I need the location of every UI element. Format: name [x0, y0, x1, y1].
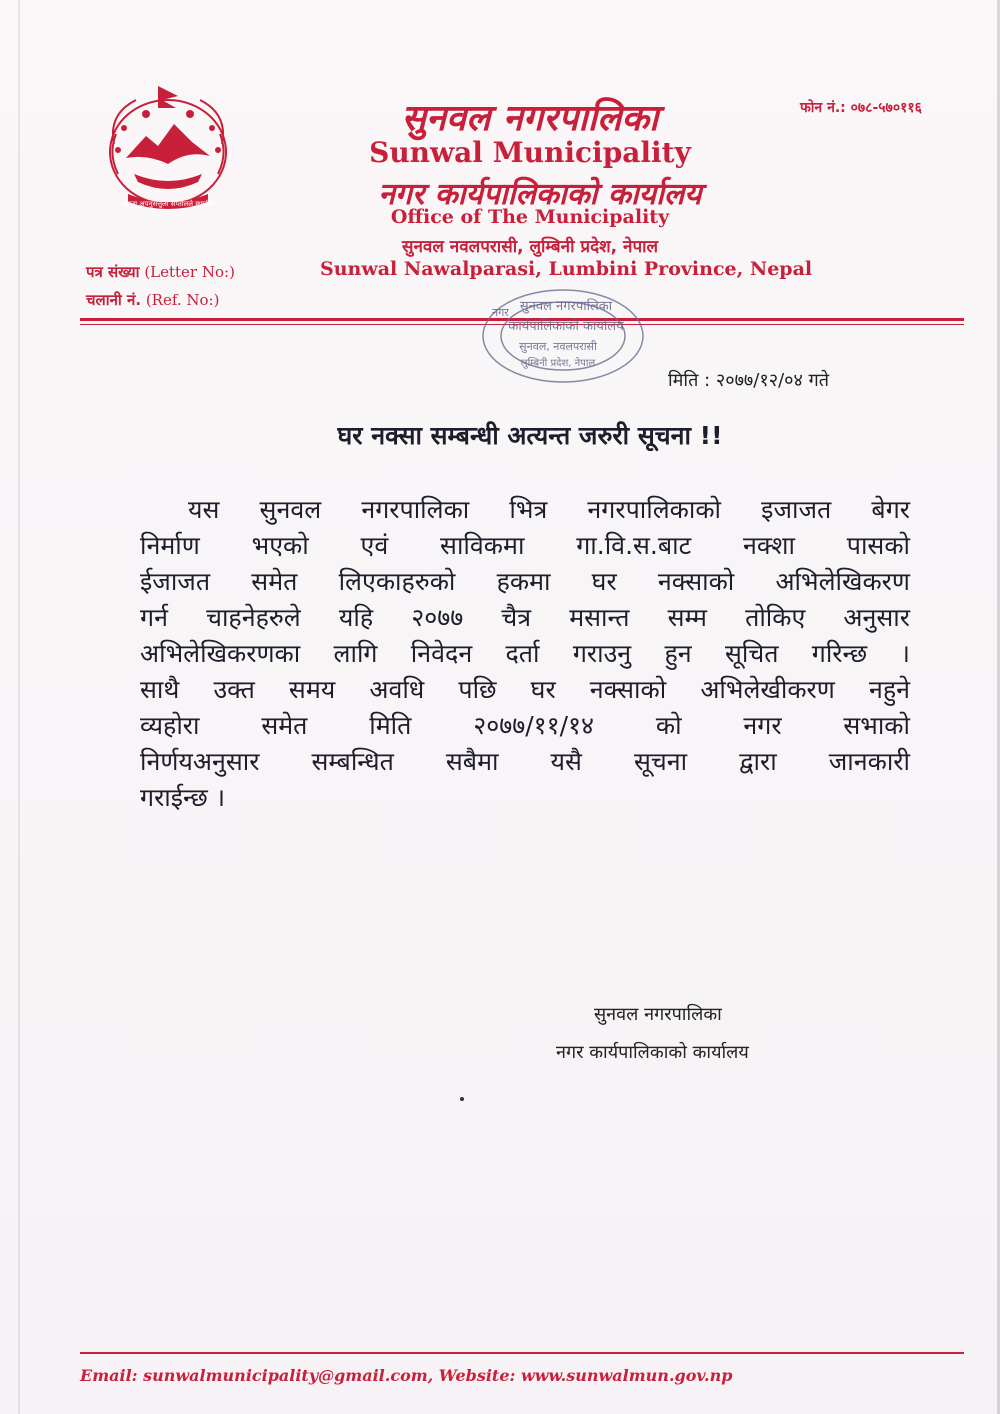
footer-contact: Email: sunwalmunicipality@gmail.com, Website: www.sunwalmun.gov.np: [80, 1366, 733, 1385]
notice-body-line: यस सुनवल नगरपालिका भित्र नगरपालिकाको इजाजत बेगर: [188, 495, 910, 524]
stamp-line-1: सुनवल नगरपालिका: [519, 299, 613, 314]
notice-title: घर नक्सा सम्बन्धी अत्यन्त जरुरी सूचना !!: [337, 421, 723, 450]
stamp-line-2: कार्यपालिकाको कार्यालय: [508, 319, 624, 334]
notice-body-line: व्यहोरा समेत मिति २०७७/११/१४ को नगर सभाको: [140, 711, 910, 740]
municipality-name-english: Sunwal Municipality: [369, 136, 691, 169]
reference-number-field: [86, 290, 219, 310]
notice-body-line: साथै उक्त समय अवधि पछि घर नक्साको अभिलेखीकरण नहुने: [140, 675, 910, 704]
office-name-nepali: नगर कार्यपालिकाको कार्यालय: [378, 177, 702, 212]
office-stamp: [478, 286, 648, 386]
notice-body-line: गर्न चाहनेहरुले यहि २०७७ चैत्र मसान्त सम्म तोकिए अनुसार: [140, 603, 910, 632]
paper-fold-shadow: [18, 0, 20, 1414]
emblem-motto: जनता अपनुसत्तुला सप्तोलले स्थानीय: [122, 200, 214, 208]
footer-rule: [80, 1352, 964, 1354]
reference-number-label: चलानी नं.: [86, 291, 142, 309]
stamp-line-3: सुनवल, नवलपरासी: [519, 340, 597, 353]
stamp-side-text: नगर: [492, 306, 509, 319]
nepal-government-emblem-icon: [88, 84, 248, 214]
notice-body-line: अभिलेखिकरणका लागि निवेदन दर्ता गराउनु हुन सूचित गरिन्छ ।: [140, 639, 910, 668]
office-name-english: Office of The Municipality: [390, 206, 670, 228]
letter-number-label: पत्र संख्या: [86, 263, 140, 281]
municipality-name-nepali: सुनवल नगरपालिका: [401, 98, 659, 139]
notice-body-line: गराईन्छ ।: [140, 783, 226, 812]
reference-number-label-en: (Ref. No:): [145, 291, 220, 309]
ink-dot: [460, 1097, 464, 1101]
notice-date: मिति : २०७७/१२/०४ गते: [668, 370, 829, 391]
phone-number: फोन नं.: ०७८-५७०११६: [800, 100, 922, 116]
notice-body-line: निर्णयअनुसार सम्बन्धित सबैमा यसै सूचना द्वारा जानकारी: [140, 747, 910, 776]
address-nepali: सुनवल नवलपरासी, लुम्बिनी प्रदेश, नेपाल: [401, 237, 659, 257]
address-english: Sunwal Nawalparasi, Lumbini Province, Nepal: [320, 258, 813, 280]
signature-office: नगर कार्यपालिकाको कार्यालय: [556, 1042, 749, 1063]
letter-number-label-en: (Letter No:): [144, 263, 235, 281]
notice-body-line: निर्माण भएको एवं साविकमा गा.वि.स.बाट नक्शा पासको: [140, 531, 910, 560]
stamp-line-4: लुम्बिनी प्रदेश, नेपाल: [520, 358, 596, 369]
signature-municipality: सुनवल नगरपालिका: [594, 1004, 722, 1025]
letter-number-field: [86, 262, 235, 282]
notice-body-line: ईजाजत समेत लिएकाहरुको हकमा घर नक्साको अभिलेखिकरण: [140, 567, 910, 596]
